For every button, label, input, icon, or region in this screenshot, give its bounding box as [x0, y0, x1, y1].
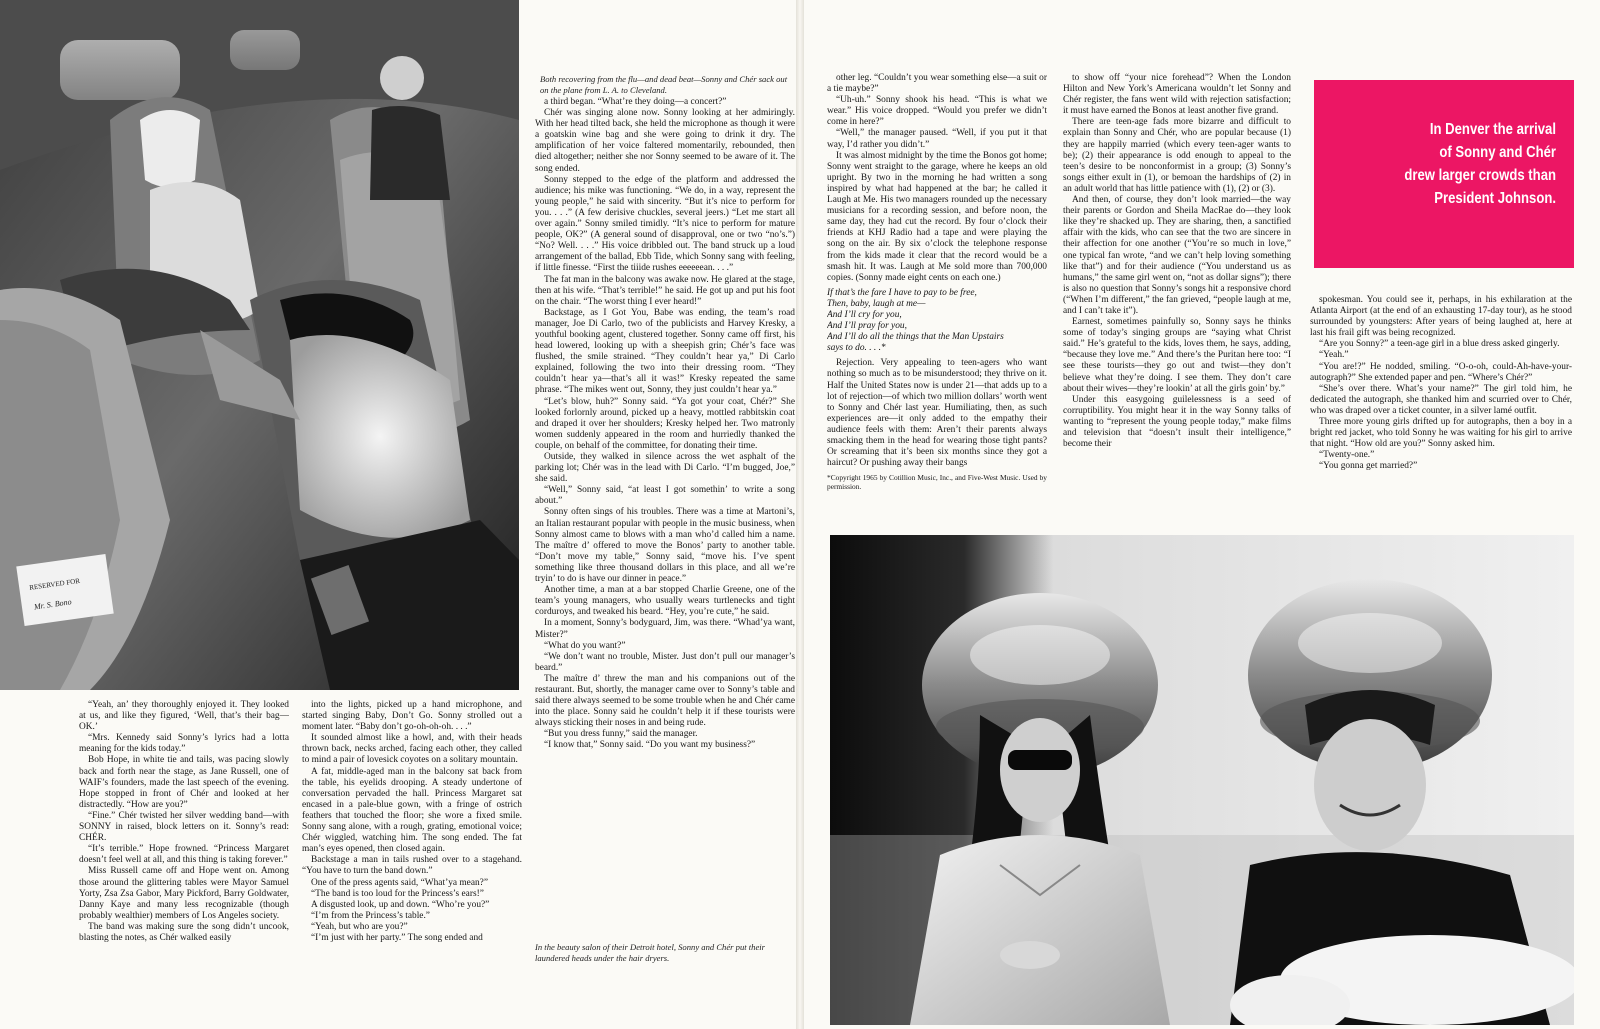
paragraph: Bob Hope, in white tie and tails, was pacing slowly back and forth near the stage, as Jane Russell, one of WAIF’s founders, made the last speech of the evening. Hope stopped in front of Chér and looked at her distractedly. “How are you?” — [79, 755, 289, 810]
paragraph: Chér was singing alone now. Sonny looking at her admiringly. With her head tilted back, she held the microphone as though it were a goatskin wine bag and she were going to drink it dry. The amplification of her voice faltered momentarily, rebounded, then died altogether; neither she nor Sonny seemed to be aware of it. The song ended. — [535, 108, 795, 174]
reserved-tag-line2: Mr. S. Bono — [33, 597, 73, 612]
paragraph: The fat man in the balcony was awake now. He glared at the stage, then at his wife. “That’s terrible!” he said. He got up and put his foot on the chair. “The worst thing I ever heard!” — [535, 274, 795, 307]
airplane-photo-illustration — [0, 0, 519, 690]
paragraph: “Yeah, but who are you?” — [311, 921, 408, 932]
column-4 — [827, 73, 1047, 518]
paragraph: “Well,” Sonny said, “at least I got somethin’ to write a song about.” — [535, 485, 795, 507]
paragraph: One of the press agents said, “What’ya mean?” — [311, 877, 489, 888]
paragraph: “Fine.” Chér twisted her silver wedding band—with SONNY in raised, block letters on it. Sonny’s read: CHÉR. — [79, 810, 289, 844]
paragraph: “I know that,” Sonny said. “Do you want my business?” — [544, 740, 756, 751]
column-6 — [1310, 295, 1572, 520]
paragraph: A fat, middle-aged man in the balcony sat back from the table, his eyelids drooping. A steady undertone of conversation pervaded the hall. Princess Margaret sat encased in a pale-blue gown, with a fringe of ostrich feathers that touched the floor; she wore a fixed smile. Sonny sang alone, with a rough, grating, emotional voice; Chér wiggled, watching him. The song ended. The fat man’s eyes opened, then closed again. — [302, 766, 522, 855]
paragraph: There are teen-age fads more bizarre and difficult to explain than Sonny and Chér, who are popular because (1) they are happily married (which every teen-ager wants to be); (2) their appearance is odd enough to appeal to the teen’s desire to be nonconformist in a group; (3) Sonny’s songs either exult in (1), or bemoan the hardships of (2) in an adult world that has little patience with (1), (2) or (3). — [1063, 117, 1291, 194]
hair-dryer-photo-illustration — [830, 535, 1574, 1025]
photo-hair-dryers — [830, 535, 1574, 1025]
column-5 — [1063, 73, 1291, 518]
column-1 — [79, 700, 289, 1020]
column-2 — [302, 700, 522, 1020]
photo2-caption: In the beauty salon of their Detroit hotel, Sonny and Chér put their laundered heads under the hair dryers. — [535, 942, 766, 963]
paragraph: In a moment, Sonny’s bodyguard, Jim, was there. “Whad’ya want, Mister?” — [535, 618, 795, 640]
paragraph: “What do you want?” — [544, 640, 626, 651]
copyright-footnote: *Copyright 1965 by Cotillion Music, Inc., and Five-West Music. Used by permission. — [827, 473, 1047, 492]
paragraph: A disgusted look, up and down. “Who’re you?” — [311, 899, 490, 910]
paragraph: “Yeah, an’ they thoroughly enjoyed it. They looked at us, and like they figured, ‘Well, that’s their bag—OK.’ — [79, 700, 289, 733]
paragraph: Backstage a man in tails rushed over to a stagehand. “You have to turn the band down.” — [302, 855, 522, 877]
paragraph: “She’s over there. What’s your name?” The girl told him, he dedicated the autograph, she thanked him and scurried over to Chér, who was draped over a ticket counter, in a silver lamé outfit. — [1310, 383, 1572, 416]
paragraph: “It’s terrible.” Hope frowned. “Princess Margaret doesn’t feel well at all, and this thing is taking forever.” — [79, 844, 289, 866]
paragraph: Rejection. Very appealing to teen-agers who want nothing so much as to be misunderstood; they thrive on it. Half the United States now is under 21—that adds up to a lot of rejection—of which two million dollars’ worth went to Sonny and Chér last year. Humiliating, then, as such experiences are—it only added to the empathy their audience feels with them: Aren’t their parents always smacking them in the head for wearing those tight pants? Or screaming that it’s been six months since they got a haircut? Or pushing away their bangs — [827, 358, 1047, 469]
pull-quote-text: In Denver the arrival of Sonny and Chér drew larger crowds than President Johnson. — [1404, 121, 1556, 207]
paragraph: Another time, a man at a bar stopped Charlie Greene, one of the team’s young managers, who usually wears turtlenecks and tight corduroys, and tweaked his beard. “Hey, you’re cute,” he said. — [535, 585, 795, 618]
paragraph: “Well,” the manager paused. “Well, if you put it that way, I’d rather you didn’t.” — [827, 128, 1047, 150]
paragraph: “The band is too loud for the Princess’s ears!” — [311, 888, 484, 899]
paragraph: It was almost midnight by the time the Bonos got home; Sonny went straight to the garage, where he keeps an old upright. By two in the morning he had written a song inspired by what had happened at the bar; he called it Laugh at Me. His two managers rounded up the necessary musicians for a recording session, and before noon, the same day, they had cut the record. By four o’clock their friends at KHJ Radio had a tape and were playing the song on the air. By six o’clock the telephone response from the kids made it clear that the record would be a smash hit. It was. Laugh at Me sold more than 700,000 copies. (Sonny made eight cents on each one.) — [827, 150, 1047, 283]
paragraph: “Uh-uh.” Sonny shook his head. “This is what we wear.” His voice dropped. “Would you prefer we didn’t come in here?” — [827, 95, 1047, 128]
paragraph: “You are!?” He nodded, smiling. “O-o-oh, could-Ah-have-your-autograph?” She extended paper and pen. “Where’s Chér?” — [1310, 361, 1572, 383]
paragraph: The band was making sure the song didn’t uncook, blasting the notes, as Chér walked easily — [79, 921, 289, 943]
paragraph: “Let’s blow, huh?” Sonny said. “Ya got your coat, Chér?” She looked forlornly around, picked up a heavy, mottled rabbitskin coat and draped it over her shoulders; Kresky helped her. Two matronly women suddenly appeared in the room and hurriedly thanked the couple, on behalf of the committee, for donating their time. — [535, 396, 795, 451]
paragraph: Outside, they walked in silence across the wet asphalt of the parking lot; Chér was in the lead with Di Carlo. “I’m bugged, Joe,” she said. — [535, 452, 795, 485]
paragraph: “I’m from the Princess’s table.” — [311, 910, 430, 921]
paragraph: Backstage, as I Got You, Babe was ending, the team’s road manager, Joe Di Carlo, two of the publicists and Harvey Kresky, a youthful booking agent, clustered together. Sonny came off first, his head lowered, looking up with a sheepish grin; Chér’s face was flushed, the smile strained. “They couldn’t hear ya,” Di Carlo explained, following the two into their dressing room. “They couldn’t hear ya—that’s all it was!” Kresky repeated the same phrase. “The mikes went out, Sonny, they just couldn’t hear ya.” — [535, 307, 795, 396]
song-lyrics: If that’s the fare I have to pay to be free, Then, baby, laugh at me— And I’ll cry for you, And I’ll pray for you, And I’ll do all the things that the Man Upstairs says to do. . . .* — [827, 287, 1004, 354]
reserved-tag-line1: RESERVED FOR — [28, 576, 81, 592]
photo1-caption: Both recovering from the flu—and dead beat—Sonny and Chér sack out on the plane from L. A. to Cleveland. — [540, 74, 788, 95]
paragraph: “You gonna get married?” — [1319, 461, 1418, 472]
paragraph: “Yeah.” — [1319, 350, 1349, 361]
column-3 — [535, 97, 795, 932]
paragraph: Miss Russell came off and Hope went on. Among those around the glittering tables were Mayor Samuel Yorty, Zsa Zsa Gabor, Mary Pickford, Barry Goldwater, Danny Kaye and many less recognizable (though probably wealthier) members of Los Angeles society. — [79, 866, 289, 921]
paragraph: “Are you Sonny?” a teen-age girl in a blue dress asked gingerly. — [1319, 339, 1560, 350]
paragraph: “But you dress funny,” said the manager. — [544, 729, 698, 740]
paragraph: And then, of course, they don’t look married—the way their parents or Gordon and Sheila MacRae do—they look like they’re shacked up. They are sharing, then, a sanctified affair with the kids, who can see that the two are sincere in their affection for one another (“You’re so much in love,” one typical fan wrote, “and we can’t help loving something like that”) and for their audience (“You understand us as humans,” the same girl went on, “not as dollar signs”); there is also no question that Sonny’s songs hit a responsive chord (“When I’m different,” the fan grieved, “people laugh at me, and I can’t take it”). — [1063, 195, 1291, 316]
paragraph: “I’m just with her party.” The song ended and — [311, 932, 483, 943]
paragraph: into the lights, picked up a hand microphone, and started singing Baby, Don’t Go. Sonny strolled out a moment later. “Baby don’t go-oh-oh-oh. . . .” — [302, 700, 522, 733]
paragraph: Sonny often sings of his troubles. There was a time at Martoni’s, an Italian restaurant popular with people in the music business, when Sonny almost came to blows with a man who’d called him a name. The maître d’ offered to move the Bonos’ party to another table. “Don’t move my table,” Sonny said, “move his. I’ve spent something like three thousand dollars in this place, and all we’re tryin’ to do is have our dinner in peace.” — [535, 507, 795, 585]
photo-airplane-cabin — [0, 0, 519, 690]
paragraph: It sounded almost like a howl, and, with their heads thrown back, necks arched, facing each other, they called to mind a pair of lovesick coyotes on a solitary mountain. — [302, 733, 522, 766]
paragraph: a third began. “What’re they doing—a concert?” — [544, 97, 727, 107]
paragraph: The maître d’ threw the man and his companions out of the restaurant. But, shortly, the manager came over to Sonny’s table and said there always seemed to be some trouble when he and Chér came into the place. Sonny said he couldn’t help it if these tourists were always sticking their noses in and being rude. — [535, 673, 795, 729]
paragraph: Under this easygoing guilelessness is a seed of corruptibility. You might hear it in the way Sonny talks of wanting to “represent the young people today,” make films and television that “doesn’t insult their intelligence,” become their — [1063, 394, 1291, 450]
paragraph: to show off “your nice forehead”? When the London Hilton and New York’s Americana wouldn’t let Sonny and Chér register, the fans went wild with rejection satisfaction; it must have earned the Bonos at least another five grand. — [1063, 73, 1291, 117]
paragraph: other leg. “Couldn’t you wear something else—a suit or a tie maybe?” — [827, 73, 1047, 95]
pull-quote-box — [1314, 80, 1574, 268]
paragraph: Earnest, sometimes painfully so, Sonny says he thinks some of today’s singing groups are “saying what Christ said.” He’s grateful to the kids, loves them, he says, adding, “because they love me.” And there’s the Puritan here too: “I see these tourists—they go out and twist—they don’t believe what they’re doing. I see them. They don’t care about their wives—they’re lookin’ at all the girls goin’ by.” — [1063, 317, 1291, 394]
paragraph: “Twenty-one.” — [1319, 450, 1375, 461]
paragraph: Sonny stepped to the edge of the platform and addressed the audience; his mike was functioning. “We do, in a way, represent the young people,” he said with sincerity. “But it’s nice to perform for you. . . .” (A few derisive chuckles, several jeers.) “Let me start all over again.” Sonny smiled timidly. “It’s nice to perform for mature people, OK?” (A general sound of disapproval, one or two “no’s.”) “No? Well. . . .” His voice dribbled out. The band struck up a loud arrangement of the ballad, Ebb Tide, which Sonny sang with feeling, if little finesse. “First the tiiide rushes eeeeeean. . . .” — [535, 174, 795, 274]
paragraph: “Mrs. Kennedy said Sonny’s lyrics had a lotta meaning for the kids today.” — [79, 733, 289, 755]
paragraph: “We don’t want no trouble, Mister. Just don’t pull our manager’s beard.” — [535, 651, 795, 673]
page-gutter — [796, 0, 804, 1029]
paragraph: Three more young girls drifted up for autographs, then a boy in a bright red jacket, who told Sonny he was waiting for his girl to arrive that night. “How old are you?” Sonny asked him. — [1310, 417, 1572, 450]
paragraph: spokesman. You could see it, perhaps, in his exhilaration at the Atlanta Airport (at the end of an exhausting 17-day tour), as he stood surrounded by youngsters: After years of being laughed at, here at last his frail gift was being recognized. — [1310, 295, 1572, 339]
